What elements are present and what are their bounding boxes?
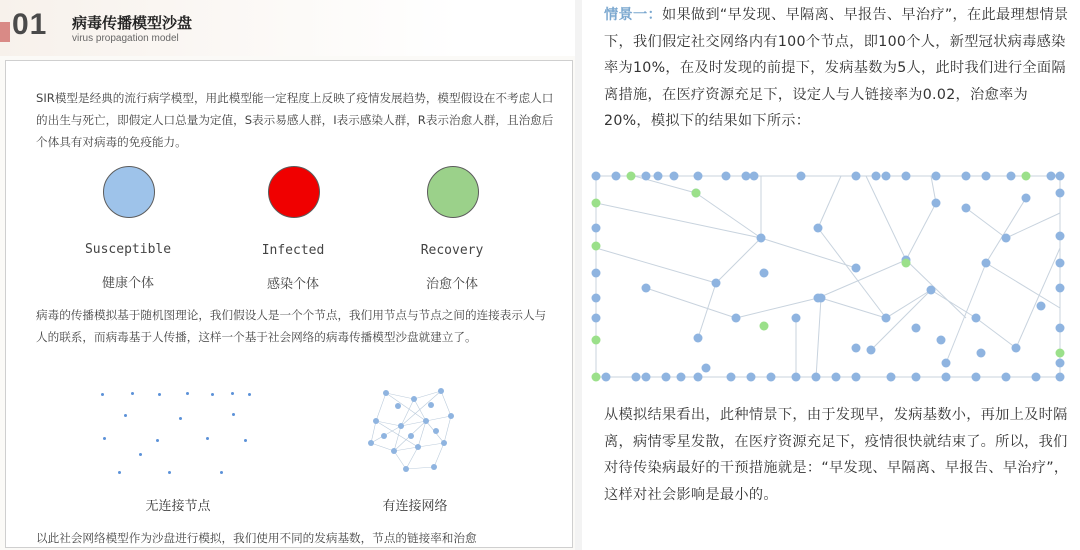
infected-label: Infected [261,243,325,258]
scenario-label: 情景一： [604,7,662,23]
unconnected-caption: 无连接节点 [145,499,211,514]
unconnected-node [232,413,235,416]
connected-network-figure [356,381,476,481]
intro-paragraph: SIR模型是经典的流行病学模型，用此模型能一定程度上反映了疫情发展趋势，模型假设在不考虑人口的出生与死亡，即假定人口总量为定值，S表示易感人群，I表示感染人群，R表示治愈人群，且治愈后个体具有对病毒的免疫能力。 [36,91,554,149]
conclusion-paragraph: 从模拟结果看出，此种情景下，由于发现早，发病基数小，再加上及时隔离，病情零星发散，在医疗资源充足下，疫情很快就结束了。所以，我们对待传染病最好的干预措施就是：“早发现、早隔离、早报告、早治疗”，这样对社会影响是最小的。 [604,407,1069,503]
recovery-circle [427,166,479,218]
unconnected-node [168,471,171,474]
unconnected-node [231,392,234,395]
infected-zh-label: 感染个体 [266,277,319,292]
unconnected-node [179,417,182,420]
section-number: 01 [12,8,48,41]
recovery-zh-label: 治愈个体 [425,277,478,292]
page-divider [575,0,582,550]
graph-theory-paragraph: 病毒的传播模拟基于随机图理论，我们假设人是一个个节点，我们用节点与节点之间的连接表示人与人的联系，而病毒基于人传播，这样一个基于社会网络的病毒传播模型沙盘就建立了。 [36,308,547,344]
unconnected-node [156,439,159,442]
section-title: 病毒传播模型沙盘 [72,14,193,32]
header-accent-bar [0,22,10,42]
connected-caption: 有连接网络 [382,499,448,514]
susceptible-zh-label: 健康个体 [101,276,154,291]
unconnected-node [118,471,121,474]
simulation-network-figure [586,168,1070,386]
unconnected-node [124,414,127,417]
unconnected-node [103,437,106,440]
simulation-paragraph: 以此社会网络模型作为沙盘进行模拟，我们使用不同的发病基数，节点的链接率和治愈 [36,531,477,545]
model-card [5,60,573,548]
unconnected-node [220,471,223,474]
section-header [0,0,575,56]
scenario-text: 如果做到“早发现、早隔离、早报告、早治疗”，在此最理想情景下，我们假定社交网络内有100个节点，即100个人，新型冠状病毒感染率为10%，在及时发现的前提下，发病基数为5人，此时我们进行全面隔离措施，在医疗资源充足下，设定人与人链接率为0.02，治愈率为20%，模拟下的结果如下所示： [604,7,1069,129]
unconnected-node [158,393,161,396]
scenario-paragraph [604,2,1070,135]
unconnected-node [186,392,189,395]
unconnected-node [211,393,214,396]
unconnected-node [101,393,104,396]
unconnected-node [139,453,142,456]
unconnected-node [206,437,209,440]
susceptible-label: Susceptible [84,242,172,257]
infected-circle [268,166,320,218]
section-subtitle: virus propagation model [72,33,179,44]
right-panel [582,0,1080,550]
unconnected-node [131,392,134,395]
unconnected-node [248,393,251,396]
susceptible-circle [103,166,155,218]
recovery-label: Recovery [420,243,484,258]
unconnected-node [244,439,247,442]
